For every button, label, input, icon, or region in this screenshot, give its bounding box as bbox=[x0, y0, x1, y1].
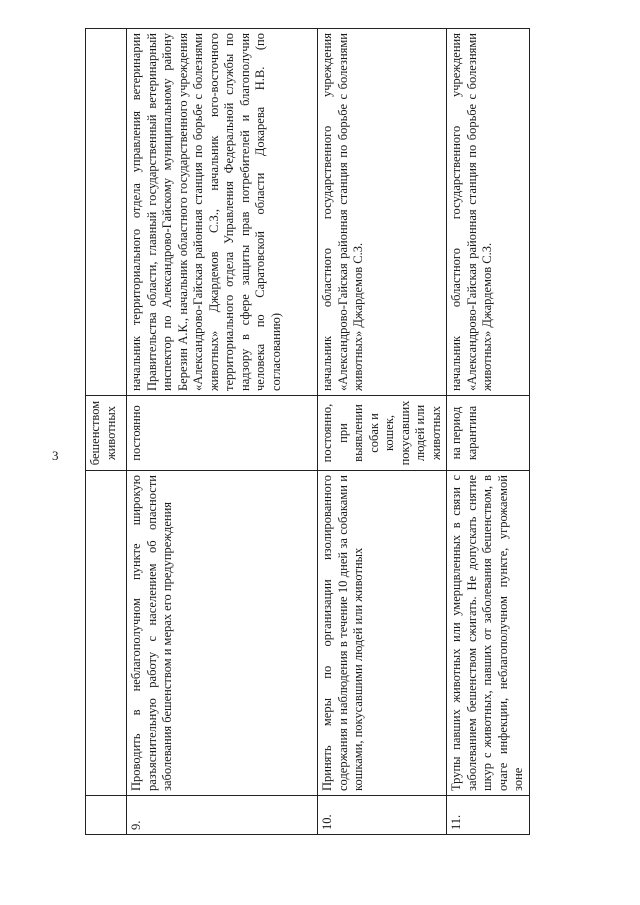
num-cell: 10. bbox=[318, 796, 447, 835]
action-cell: Принять меры по организации изолированного содержания и наблюдения в течение 10 дней за собаками и кошками, покусавшими людей или животных bbox=[318, 471, 447, 796]
term-cell: постоянно bbox=[127, 396, 318, 471]
measures-table bbox=[85, 28, 530, 835]
rotated-table-container bbox=[85, 33, 525, 835]
table-row bbox=[447, 29, 530, 835]
responsible-cell: начальник территориального отдела управления ветеринарии Правительства области, главный государственный ветеринарный инспектор по Александрово-Гайскому муниципальному району Березин А.К., начальник областного государственного учреждения «Александрово-Гайская районная станция по борьбе с болезнями животных» Джардемов С.З., начальник юго-восточного территориального отдела Управления Федеральной службы по надзору в сфере защиты прав потребителей и благополучия человека по Саратовской области Докарева Н.В. (по согласованию) bbox=[127, 29, 318, 396]
num-cell: 9. bbox=[127, 796, 318, 835]
responsible-cell bbox=[86, 29, 127, 396]
table-row-continuation bbox=[86, 29, 127, 835]
term-cell: бешенством животных bbox=[86, 396, 127, 471]
action-cell: Трупы павших животных или умерщвленных в связи с заболеванием бешенством сжигать. Не допускать снятие шкур с животных, павших от заболевания бешенством, в очаге инфекции, неблагополучном пункте, угрожаемой зоне bbox=[447, 471, 530, 796]
action-cell bbox=[86, 471, 127, 796]
num-cell bbox=[86, 796, 127, 835]
responsible-cell: начальник областного государственного учреждения «Александрово-Гайская районная станция по борьбе с болезнями животных» Джардемов С.З. bbox=[447, 29, 530, 396]
table-row bbox=[127, 29, 318, 835]
table-row bbox=[318, 29, 447, 835]
action-cell: Проводить в неблагополучном пункте широкую разъяснительную работу с населением об опасности заболевания бешенством и мерах его предупреждения bbox=[127, 471, 318, 796]
term-cell: постоянно, при выявлении собак и кошек, покусавших людей или животных bbox=[318, 396, 447, 471]
page-number: 3 bbox=[52, 448, 59, 463]
responsible-cell: начальник областного государственного учреждения «Александрово-Гайская районная станция по борьбе с болезнями животных» Джардемов С.З. bbox=[318, 29, 447, 396]
term-cell: на период карантина bbox=[447, 396, 530, 471]
num-cell: 11. bbox=[447, 796, 530, 835]
